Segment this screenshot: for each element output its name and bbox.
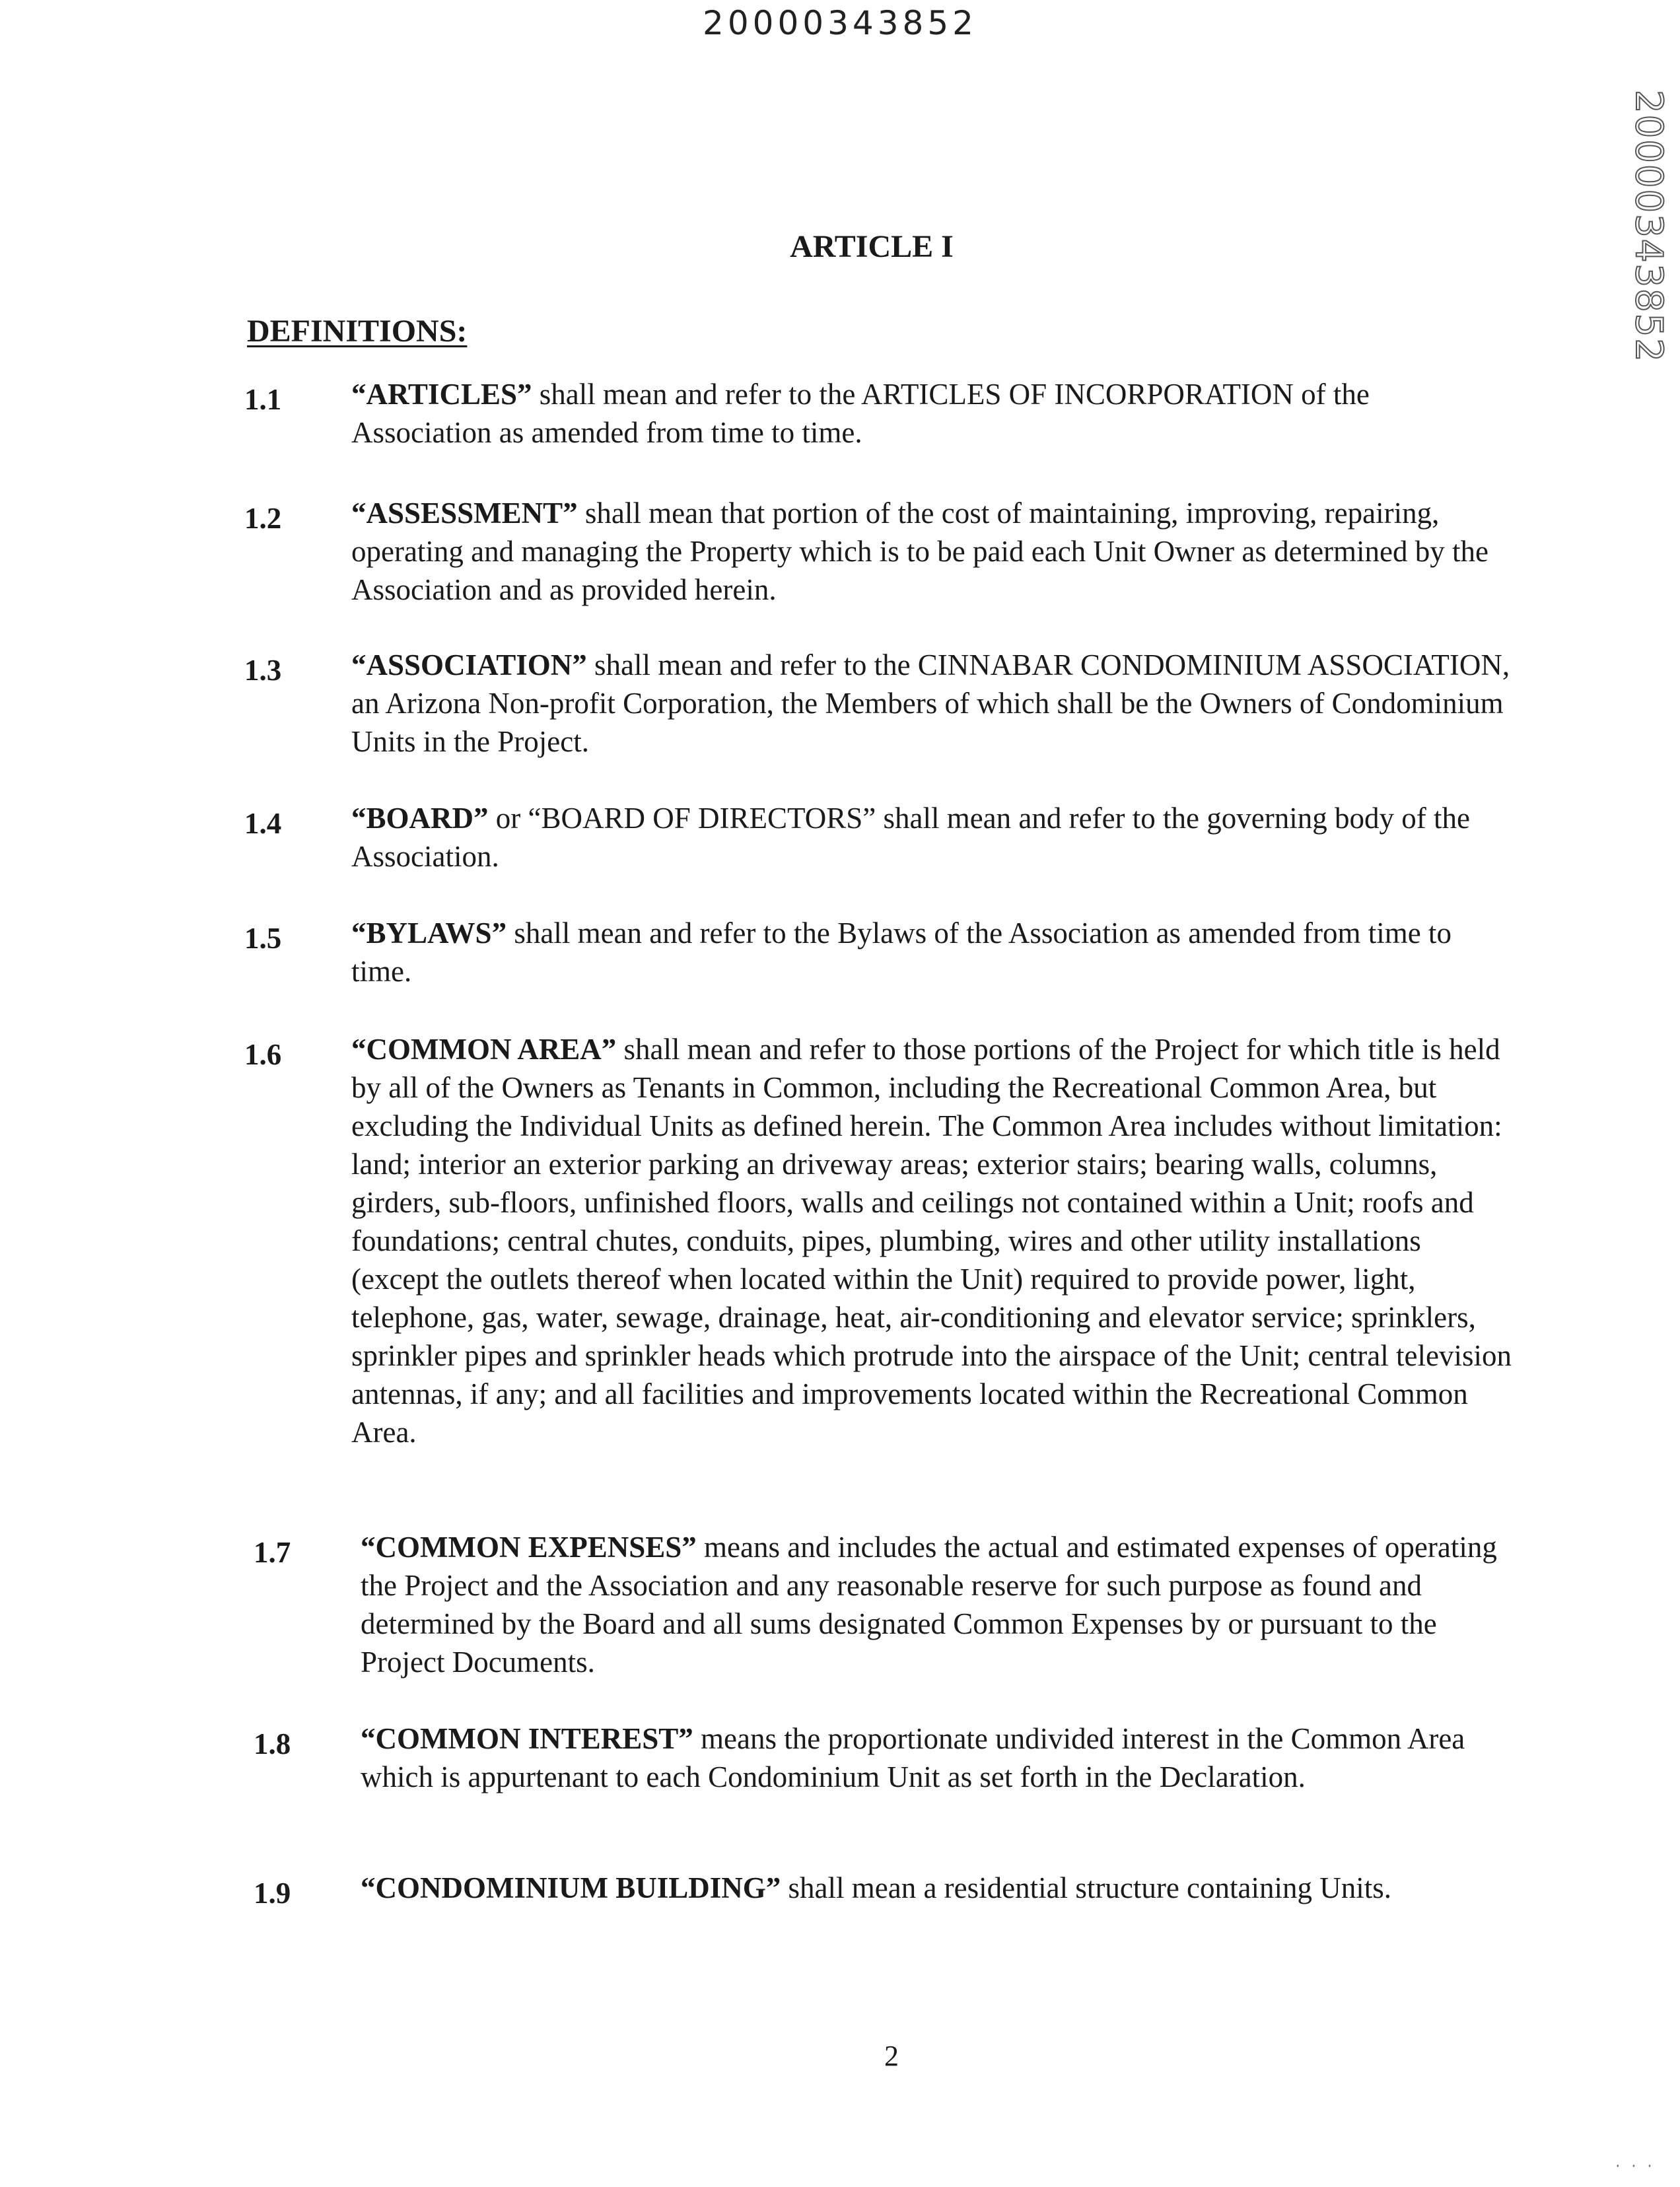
- definition-text-block: [351, 494, 1512, 609]
- definition-text-block: [361, 1528, 1522, 1681]
- definition-item: [244, 1030, 1512, 1451]
- definition-text: shall mean and refer to the CINNABAR CONDOMINIUM ASSOCIATION, an Arizona Non-profit Corporation, the Members of which shall be the Owners of Condominium Units in the Project.: [351, 648, 1510, 758]
- definition-text-block: [351, 1030, 1512, 1451]
- definition-text-block: [351, 375, 1512, 452]
- definition-item: [254, 1719, 1522, 1796]
- definition-number: 1.4: [244, 807, 282, 840]
- definition-term: “COMMON AREA”: [351, 1033, 617, 1066]
- definition-text: shall mean that portion of the cost of maintaining, improving, repairing, operating and managing the Property which is to be paid each Unit Owner as determined by the Association and as provided herein.: [351, 497, 1488, 606]
- definition-text: means the proportionate undivided interest in the Common Area which is appurtenant to each Condominium Unit as set forth in the Declaration.: [361, 1722, 1465, 1793]
- definition-item: [244, 375, 1512, 452]
- definition-item: [254, 1528, 1522, 1681]
- section-heading: DEFINITIONS:: [247, 314, 468, 349]
- definition-text-block: [351, 799, 1512, 876]
- page-number: 2: [884, 2040, 899, 2072]
- definition-text: or “BOARD OF DIRECTORS” shall mean and refer to the governing body of the Association.: [351, 802, 1470, 873]
- definition-number: 1.2: [244, 502, 282, 535]
- definition-text-block: [351, 914, 1512, 990]
- definition-text: shall mean a residential structure containing Units.: [781, 1871, 1392, 1904]
- definition-number: 1.5: [244, 922, 282, 955]
- definition-item: [254, 1869, 1522, 1912]
- article-title: ARTICLE I: [790, 229, 954, 264]
- definition-text-block: [361, 1869, 1522, 1912]
- definition-number: 1.9: [254, 1877, 291, 1910]
- definition-text-block: [361, 1719, 1522, 1796]
- side-stamp: 20000343852: [1627, 90, 1670, 363]
- definition-term: “ASSESSMENT”: [351, 497, 578, 530]
- definition-number: 1.6: [244, 1038, 282, 1071]
- definition-text: shall mean and refer to those portions of the Project for which title is held by all of the Owners as Tenants in Common, including the Recreational Common Area, but excluding the Individual Units as defined herein. The Common Area includes without limitation: land; interior an exterior parking an driveway areas; exterior stairs; bearing walls, columns, girders, sub-floors, unfinished floors, walls and ceilings not contained within a Unit; roofs and foundations; central chutes, conduits, pipes, plumbing, wires and other utility installations (except the outlets thereof when located within the Unit) required to provide power, light, telephone, gas, water, sewage, drainage, heat, air-conditioning and elevator service; sprinklers, sprinkler pipes and sprinkler heads which protrude into the airspace of the Unit; central television antennas, if any; and all facilities and improvements located within the Recreational Common Area.: [351, 1033, 1512, 1449]
- definition-term: “ARTICLES”: [351, 378, 532, 411]
- scan-mark-icon: · · ·: [1613, 2158, 1654, 2174]
- definition-number: 1.3: [244, 654, 282, 687]
- definition-number: 1.7: [254, 1536, 291, 1569]
- definition-item: [244, 646, 1512, 761]
- definition-term: “BYLAWS”: [351, 917, 507, 950]
- definition-term: “ASSOCIATION”: [351, 648, 587, 681]
- definition-item: [244, 914, 1512, 990]
- definition-text: shall mean and refer to the Bylaws of the Association as amended from time to time.: [351, 917, 1452, 988]
- definition-text-block: [351, 646, 1512, 761]
- document-number: 20000343852: [703, 4, 977, 42]
- definition-term: “COMMON INTEREST”: [361, 1722, 693, 1755]
- definition-text: means and includes the actual and estimated expenses of operating the Project and the Association and any reasonable reserve for such purpose as found and determined by the Board and all sums designated Common Expenses by or pursuant to the Project Documents.: [361, 1531, 1497, 1679]
- definition-item: [244, 494, 1512, 609]
- definition-number: 1.8: [254, 1727, 291, 1760]
- definition-number: 1.1: [244, 383, 282, 416]
- definition-term: “COMMON EXPENSES”: [361, 1531, 697, 1564]
- definition-term: “BOARD”: [351, 802, 489, 835]
- definition-text: shall mean and refer to the ARTICLES OF INCORPORATION of the Association as amended from time to time.: [351, 378, 1370, 449]
- definition-item: [244, 799, 1512, 876]
- definition-term: “CONDOMINIUM BUILDING”: [361, 1871, 781, 1904]
